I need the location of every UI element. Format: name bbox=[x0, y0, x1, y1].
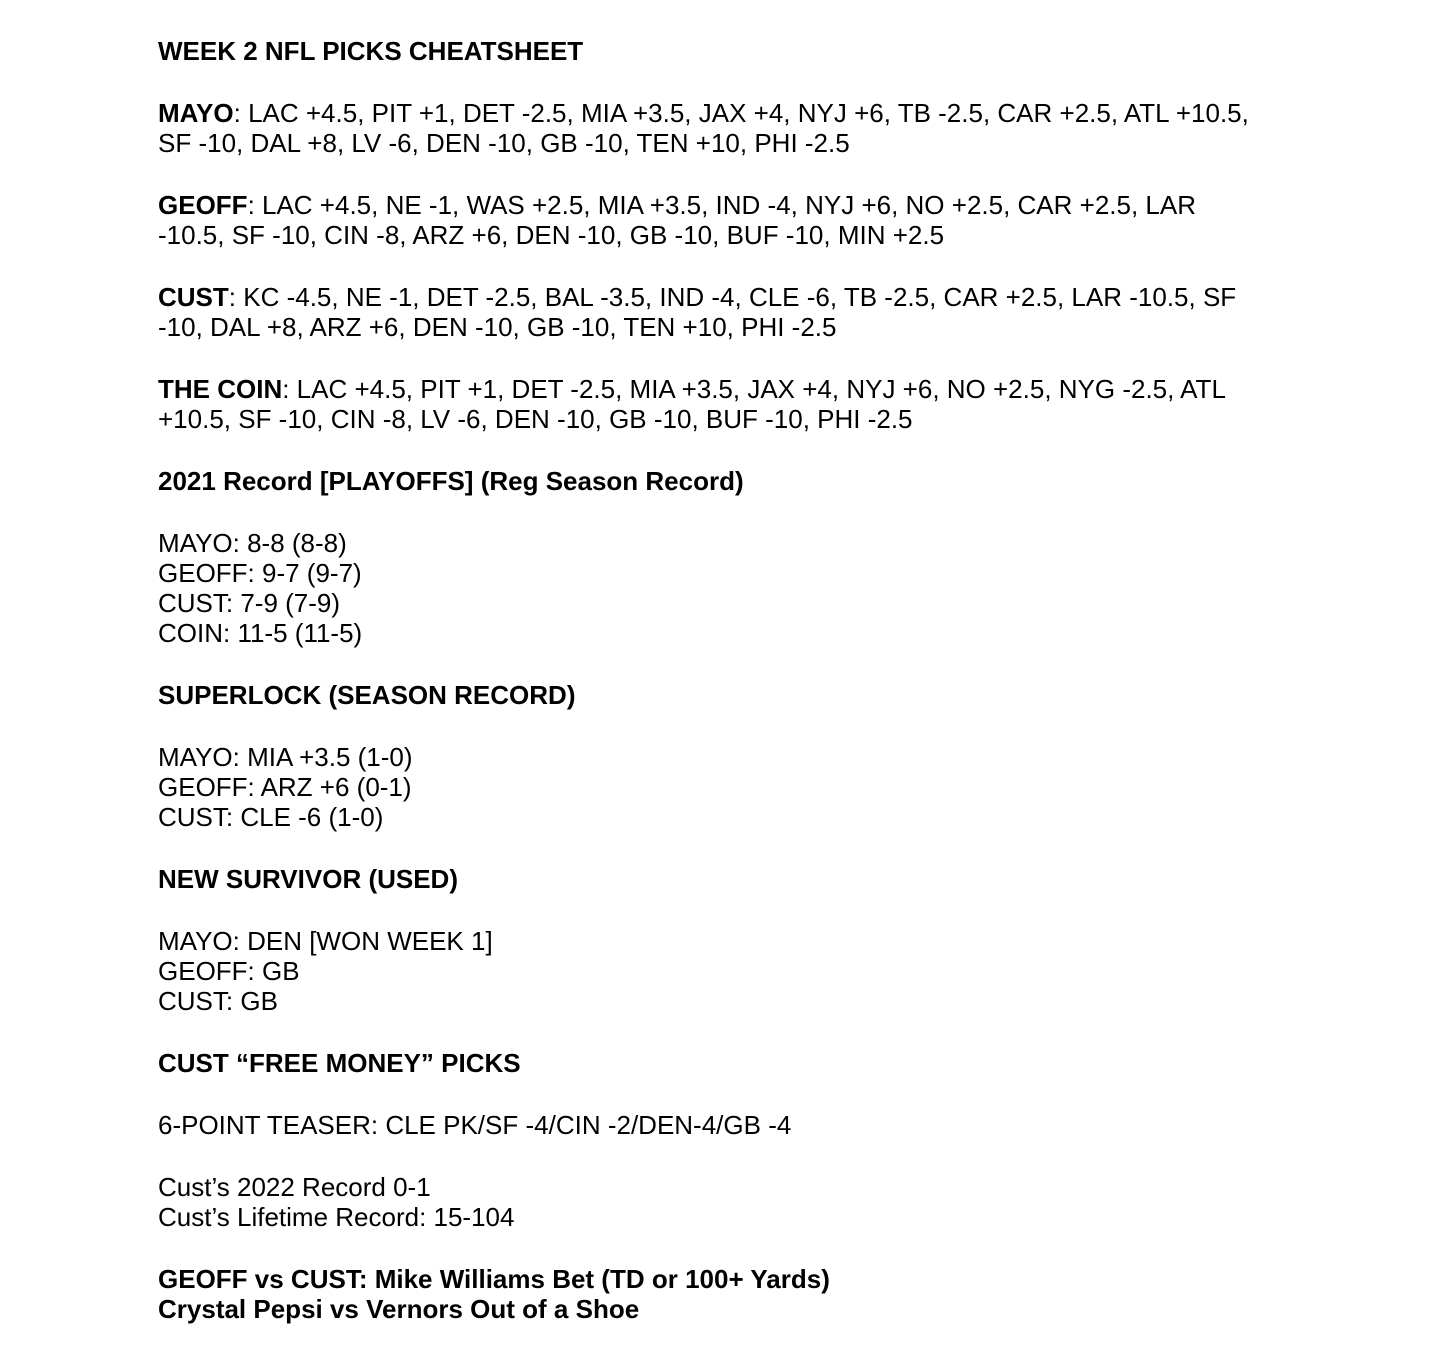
free-money-heading: CUST “FREE MONEY” PICKS bbox=[158, 1048, 521, 1078]
superlock-line: MAYO: MIA +3.5 (1-0) bbox=[158, 742, 413, 772]
picks-the-coin bbox=[158, 374, 1338, 434]
picker-name: GEOFF bbox=[158, 190, 248, 220]
teaser-line: 6-POINT TEASER: CLE PK/SF -4/CIN -2/DEN-4/GB -4 bbox=[158, 1110, 792, 1140]
picks-text: : LAC +4.5, NE -1, WAS +2.5, MIA +3.5, IND -4, NYJ +6, NO +2.5, CAR +2.5, LAR bbox=[247, 190, 1197, 220]
record-line: GEOFF: 9-7 (9-7) bbox=[158, 558, 362, 588]
survivor-line: CUST: GB bbox=[158, 986, 278, 1016]
survivor-heading: NEW SURVIVOR (USED) bbox=[158, 864, 458, 894]
bet-block bbox=[158, 1264, 1338, 1324]
picks-text: +10.5, SF -10, CIN -8, LV -6, DEN -10, GB -10, BUF -10, PHI -2.5 bbox=[158, 404, 913, 434]
cust-record-line: Cust’s Lifetime Record: 15-104 bbox=[158, 1202, 515, 1232]
picks-mayo bbox=[158, 98, 1338, 158]
survivor-line: GEOFF: GB bbox=[158, 956, 300, 986]
survivor-list bbox=[158, 926, 1338, 1016]
picker-name: CUST bbox=[158, 282, 229, 312]
picks-text: -10.5, SF -10, CIN -8, ARZ +6, DEN -10, GB -10, BUF -10, MIN +2.5 bbox=[158, 220, 945, 250]
superlock-line: CUST: CLE -6 (1-0) bbox=[158, 802, 384, 832]
record-line: CUST: 7-9 (7-9) bbox=[158, 588, 341, 618]
picks-text: SF -10, DAL +8, LV -6, DEN -10, GB -10, TEN +10, PHI -2.5 bbox=[158, 128, 850, 158]
record-list bbox=[158, 528, 1338, 648]
record-line: MAYO: 8-8 (8-8) bbox=[158, 528, 347, 558]
picker-name: MAYO bbox=[158, 98, 234, 128]
picks-geoff bbox=[158, 190, 1338, 250]
record-line: COIN: 11-5 (11-5) bbox=[158, 618, 363, 648]
cust-record-line: Cust’s 2022 Record 0-1 bbox=[158, 1172, 431, 1202]
record-heading: 2021 Record [PLAYOFFS] (Reg Season Record) bbox=[158, 466, 744, 496]
bet-line: GEOFF vs CUST: Mike Williams Bet (TD or 100+ Yards) bbox=[158, 1264, 830, 1294]
superlock-list bbox=[158, 742, 1338, 832]
picks-text: : KC -4.5, NE -1, DET -2.5, BAL -3.5, IND -4, CLE -6, TB -2.5, CAR +2.5, LAR -10.5, SF bbox=[228, 282, 1237, 312]
picks-text: : LAC +4.5, PIT +1, DET -2.5, MIA +3.5, JAX +4, NYJ +6, TB -2.5, CAR +2.5, ATL +10.5, bbox=[233, 98, 1249, 128]
page-title: WEEK 2 NFL PICKS CHEATSHEET bbox=[158, 36, 584, 66]
picker-name: THE COIN bbox=[158, 374, 283, 404]
picks-cust bbox=[158, 282, 1338, 342]
cust-record-list bbox=[158, 1172, 1338, 1232]
bet-line: Crystal Pepsi vs Vernors Out of a Shoe bbox=[158, 1294, 640, 1324]
picks-text: : LAC +4.5, PIT +1, DET -2.5, MIA +3.5, JAX +4, NYJ +6, NO +2.5, NYG -2.5, ATL bbox=[282, 374, 1226, 404]
superlock-line: GEOFF: ARZ +6 (0-1) bbox=[158, 772, 412, 802]
survivor-line: MAYO: DEN [WON WEEK 1] bbox=[158, 926, 493, 956]
cheatsheet-document bbox=[158, 36, 1338, 1324]
superlock-heading: SUPERLOCK (SEASON RECORD) bbox=[158, 680, 576, 710]
picks-text: -10, DAL +8, ARZ +6, DEN -10, GB -10, TEN +10, PHI -2.5 bbox=[158, 312, 837, 342]
